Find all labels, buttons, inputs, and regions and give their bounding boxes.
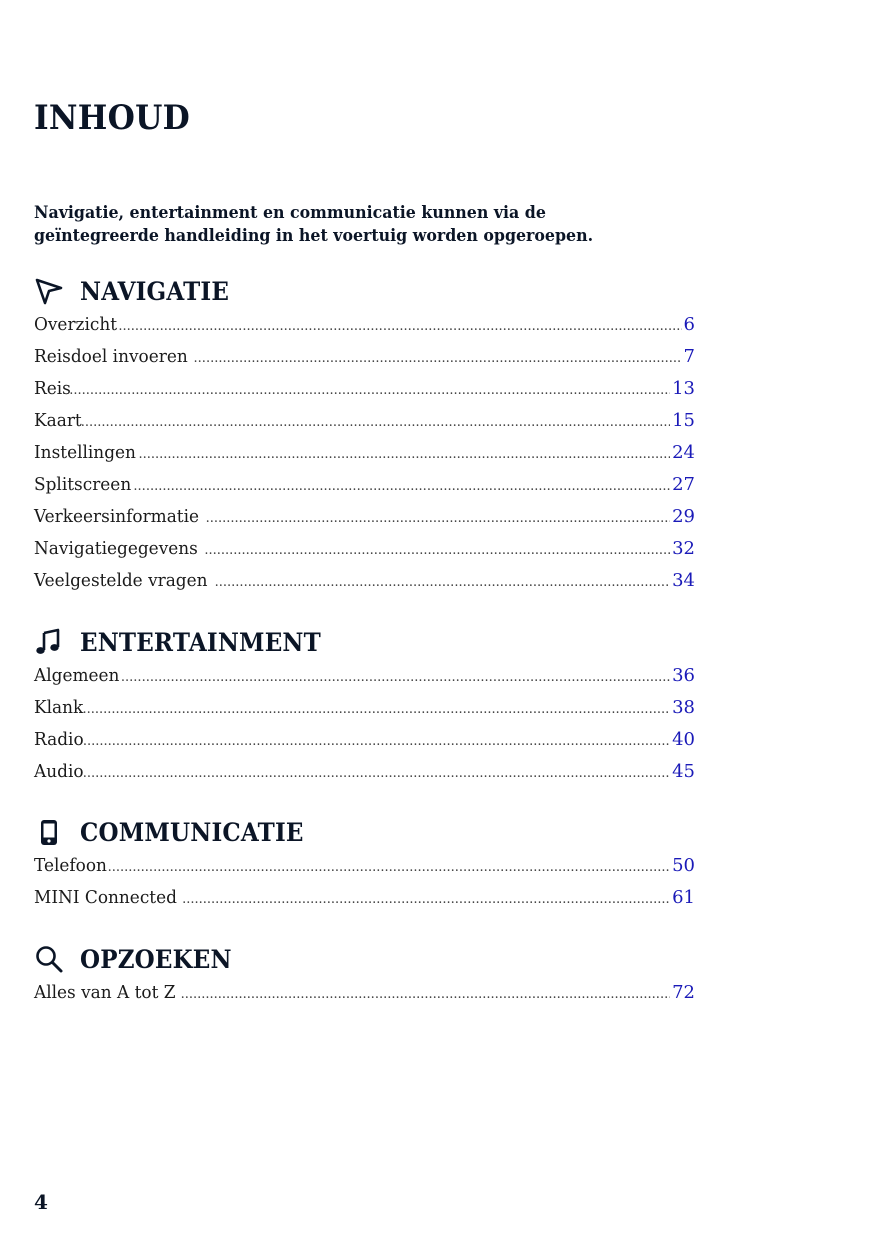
- section-opzoeken: [34, 941, 695, 1009]
- toc-page-number[interactable]: 29: [672, 506, 695, 527]
- toc-page-number[interactable]: 13: [672, 378, 695, 399]
- toc-page-number[interactable]: 50: [672, 855, 695, 876]
- dot-leader: [118, 311, 681, 343]
- toc-label: MINI Connected: [34, 887, 177, 908]
- toc-list: [34, 977, 695, 1009]
- section-title: OPZOEKEN: [80, 944, 232, 974]
- page-title: INHOUD: [34, 98, 191, 138]
- dot-leader: [108, 852, 670, 884]
- toc-page-number[interactable]: 27: [672, 474, 695, 495]
- toc-entry-algemeen[interactable]: [34, 660, 695, 692]
- toc-label: Overzicht: [34, 314, 118, 335]
- toc-label: Splitscreen: [34, 474, 132, 495]
- toc-label: Instellingen: [34, 442, 136, 463]
- navigation-arrow-icon: [34, 274, 68, 308]
- toc-page-number[interactable]: 38: [672, 697, 695, 718]
- toc-page-number[interactable]: 32: [672, 538, 695, 559]
- dot-leader: [133, 471, 670, 503]
- music-note-icon: [34, 625, 68, 659]
- toc-entry-splitscreen[interactable]: [34, 469, 695, 501]
- phone-icon: [34, 815, 68, 849]
- dot-leader: [83, 726, 670, 758]
- dot-leader: [82, 694, 670, 726]
- section-header: [34, 273, 695, 309]
- toc-entry-klank[interactable]: [34, 692, 695, 724]
- toc-label: Klank: [34, 697, 84, 718]
- toc-label: Telefoon: [34, 855, 107, 876]
- section-communicatie: [34, 814, 695, 914]
- section-header: [34, 941, 695, 977]
- section-navigatie: [34, 273, 695, 597]
- toc-label: Veelgestelde vragen: [34, 570, 208, 591]
- dot-leader: [206, 503, 671, 535]
- toc-list: [34, 660, 695, 788]
- toc-label: Reisdoel invoeren: [34, 346, 188, 367]
- section-title: NAVIGATIE: [80, 276, 230, 306]
- dot-leader: [83, 758, 670, 790]
- toc-page-number[interactable]: 36: [672, 665, 695, 686]
- toc-entry-instellingen[interactable]: [34, 437, 695, 469]
- toc-entry-veelgestelde-vragen[interactable]: [34, 565, 695, 597]
- toc-entry-overzicht[interactable]: [34, 309, 695, 341]
- section-header: [34, 814, 695, 850]
- toc-page-number[interactable]: 15: [672, 410, 695, 431]
- toc-entry-telefoon[interactable]: [34, 850, 695, 882]
- toc-label: Radio: [34, 729, 84, 750]
- dot-leader: [204, 535, 670, 567]
- dot-leader: [181, 979, 671, 1011]
- toc-page-number[interactable]: 34: [672, 570, 695, 591]
- page-number: 4: [34, 1190, 48, 1214]
- toc-page-number[interactable]: 61: [672, 887, 695, 908]
- toc-entry-kaart[interactable]: [34, 405, 695, 437]
- toc-entry-audio[interactable]: [34, 756, 695, 788]
- dot-leader: [138, 439, 670, 471]
- dot-leader: [121, 662, 670, 694]
- dot-leader: [215, 567, 670, 599]
- toc-entry-reis[interactable]: [34, 373, 695, 405]
- toc-entry-radio[interactable]: [34, 724, 695, 756]
- toc-page-number[interactable]: 24: [672, 442, 695, 463]
- dot-leader: [194, 343, 682, 375]
- section-title: COMMUNICATIE: [80, 817, 304, 847]
- toc-label: Kaart: [34, 410, 82, 431]
- toc-page-number[interactable]: 72: [672, 982, 695, 1003]
- toc-label: Audio: [34, 761, 84, 782]
- toc-label: Alles van A tot Z: [34, 982, 176, 1003]
- toc-entry-reisdoel-invoeren[interactable]: [34, 341, 695, 373]
- toc-page-number[interactable]: 40: [672, 729, 695, 750]
- toc-entry-verkeersinformatie[interactable]: [34, 501, 695, 533]
- toc-label: Verkeersinformatie: [34, 506, 200, 527]
- toc-list: [34, 850, 695, 914]
- toc-entry-alles-van-a-tot-z[interactable]: [34, 977, 695, 1009]
- dot-leader: [69, 375, 670, 407]
- section-header: [34, 624, 695, 660]
- toc-label: Reis: [34, 378, 71, 399]
- toc-entry-navigatiegegevens[interactable]: [34, 533, 695, 565]
- toc-entry-mini-connected[interactable]: [34, 882, 695, 914]
- search-icon: [34, 942, 68, 976]
- toc-page-number[interactable]: 45: [672, 761, 695, 782]
- intro-text: Navigatie, entertainment en communicatie kunnen via de geïntegreerde handleiding in het voertuig worden opgeroepen.: [34, 203, 594, 246]
- dot-leader: [182, 884, 670, 916]
- section-entertainment: [34, 624, 695, 788]
- toc-label: Algemeen: [34, 665, 120, 686]
- toc-page-number[interactable]: 7: [683, 346, 695, 367]
- toc-label: Navigatiegegevens: [34, 538, 198, 559]
- toc-page-number[interactable]: 6: [683, 314, 695, 335]
- dot-leader: [81, 407, 670, 439]
- toc-list: [34, 309, 695, 597]
- section-title: ENTERTAINMENT: [80, 627, 321, 657]
